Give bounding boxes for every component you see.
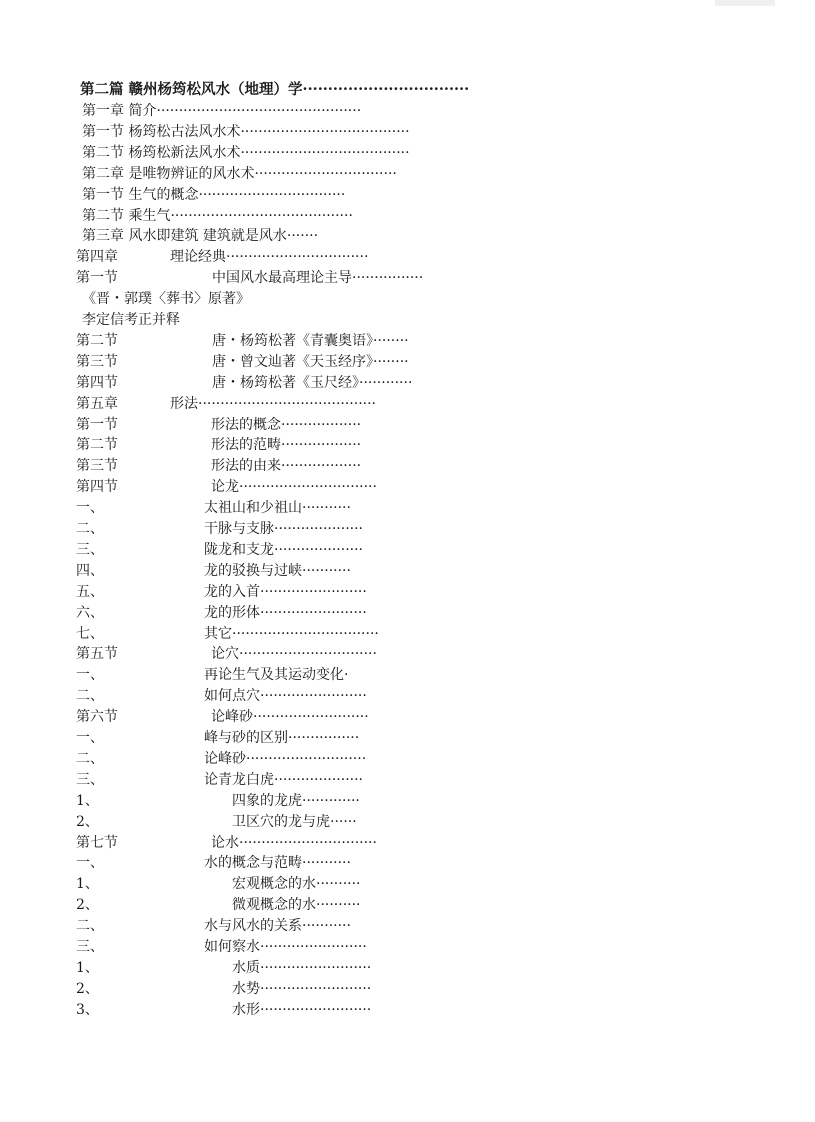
toc-entry-text: 论龙······························· — [211, 479, 377, 496]
toc-entry-label: 三、 — [76, 771, 104, 788]
toc-entry-text: 龙的形体························ — [204, 604, 367, 621]
toc-entry-text: 微观概念的水·········· — [232, 897, 361, 914]
toc-entry-text: 水势························· — [232, 980, 372, 997]
toc-entry-text: 论水······························· — [211, 834, 377, 851]
toc-entry-label: 一、 — [76, 855, 104, 872]
toc-entry-label: 六、 — [76, 604, 104, 621]
toc-entry-text: 太祖山和少祖山··········· — [204, 500, 351, 517]
toc-entry-text: 其它································· — [204, 625, 379, 642]
toc-entry-text: 峰与砂的区别················ — [204, 730, 360, 746]
toc-entry-label: 第三章 风水即建筑 建筑就是风水······· — [82, 228, 319, 245]
toc-entry-label: 第四节 — [76, 479, 118, 496]
toc-entry-label: 第七节 — [76, 834, 118, 851]
corner-mark — [715, 0, 775, 6]
toc-entry-label: 李定信考正并释 — [82, 312, 180, 328]
toc-entry-text: 如何察水························ — [204, 939, 367, 955]
toc-entry-label: 第一节 杨筠松古法风水术······································ — [82, 123, 410, 140]
toc-entry-text: 论穴······························· — [211, 646, 377, 663]
toc-entry-label: 第一节 — [76, 416, 118, 433]
toc-entry-label: 二、 — [76, 918, 104, 935]
toc-entry-label: 第四节 — [76, 374, 118, 391]
toc-entry-text: 四象的龙虎············· — [232, 792, 360, 809]
toc-entry-label: 2、 — [76, 897, 99, 914]
toc-entry-text: 水形························· — [232, 1001, 372, 1018]
toc-entry-label: 五、 — [76, 583, 104, 600]
toc-entry-label: 三、 — [76, 939, 104, 955]
toc-entry-label: 第四章 — [76, 249, 118, 266]
toc-entry-label: 一、 — [76, 500, 104, 517]
toc-entry-text: 宏观概念的水·········· — [232, 876, 361, 893]
toc-entry-label: 七、 — [76, 625, 104, 642]
toc-entry-text: 唐・曾文辿著《天玉经序》········ — [212, 353, 409, 370]
toc-entry-text: 论峰砂··························· — [204, 750, 367, 767]
toc-entry-label: 第二节 乘生气········································· — [82, 207, 353, 224]
toc-entry-text: 再论生气及其运动变化· — [204, 667, 349, 684]
toc-entry-text: 形法········································ — [170, 395, 377, 412]
toc-entry-label: 第二节 — [76, 332, 118, 349]
toc-entry-label: 第二节 杨筠松新法风水术······································ — [82, 144, 410, 161]
toc-entry-label: 第五节 — [76, 646, 118, 663]
toc-entry-text: 唐・杨筠松著《青囊奥语》········ — [212, 332, 409, 349]
toc-entry-label: 一、 — [76, 667, 104, 684]
toc-entry-label: 第三节 — [76, 353, 118, 370]
toc-entry-label: 第二节 — [76, 437, 118, 454]
toc-entry-text: 龙的入首························ — [204, 583, 367, 600]
toc-entry-label: 第一节 生气的概念································· — [82, 186, 346, 203]
toc-entry-text: 论青龙白虎···················· — [204, 771, 364, 788]
toc-entry-text: 中国风水最高理论主导················ — [212, 270, 424, 287]
toc-entry-label: 3、 — [76, 1001, 99, 1018]
toc-entry-label: 1、 — [76, 959, 99, 976]
toc-entry-text: 卫区穴的龙与虎······ — [232, 813, 357, 830]
toc-entry-label: 2、 — [76, 813, 99, 830]
toc-entry-label: 第五章 — [76, 395, 118, 412]
toc-entry-label: 2、 — [76, 980, 99, 997]
toc-entry-label: 第一节 — [76, 270, 118, 287]
toc-entry-label: 二、 — [76, 521, 104, 537]
toc-entry-label: 第二章 是唯物辨证的风水术································ — [82, 165, 397, 182]
toc-entry-text: 水与风水的关系··········· — [204, 918, 351, 935]
toc-entry-label: 二、 — [76, 750, 104, 767]
toc-entry-text: 水的概念与范畴··········· — [204, 855, 351, 872]
toc-entry-text: 陇龙和支龙···················· — [204, 541, 364, 558]
toc-entry-label: 第一章 简介·············································· — [82, 103, 362, 119]
toc-entry-text: 理论经典································ — [170, 249, 369, 266]
toc-entry-label: 1、 — [76, 876, 99, 893]
toc-entry-label: 第三节 — [76, 458, 118, 475]
toc-entry-label: 一、 — [76, 730, 104, 746]
toc-entry-label: 第六节 — [76, 709, 118, 726]
toc-entry-text: 形法的概念·················· — [211, 416, 362, 433]
toc-entry-text: 龙的驳换与过峡··········· — [204, 562, 351, 579]
toc-entry-label: 二、 — [76, 688, 104, 705]
toc-entry-text: 干脉与支脉···················· — [204, 521, 364, 537]
toc-entry-text: 形法的由来·················· — [211, 458, 362, 475]
toc-entry-text: 论峰砂·························· — [211, 709, 369, 726]
toc-entry-text: 唐・杨筠松著《玉尺经》············ — [212, 374, 413, 391]
toc-entry-label: 1、 — [76, 792, 99, 809]
toc-entry-text: 如何点穴························ — [204, 688, 367, 705]
toc-entry-label: 《晋・郭璞〈葬书〉原著》 — [82, 291, 250, 308]
toc-entry-label: 四、 — [76, 562, 104, 579]
toc-entry-label: 三、 — [76, 541, 104, 558]
toc-entry-text: 水质························· — [232, 959, 372, 976]
page-title-text: 第二篇 赣州杨筠松风水（地理）学································· — [80, 81, 470, 98]
toc-entry-text: 形法的范畴·················· — [211, 437, 362, 454]
